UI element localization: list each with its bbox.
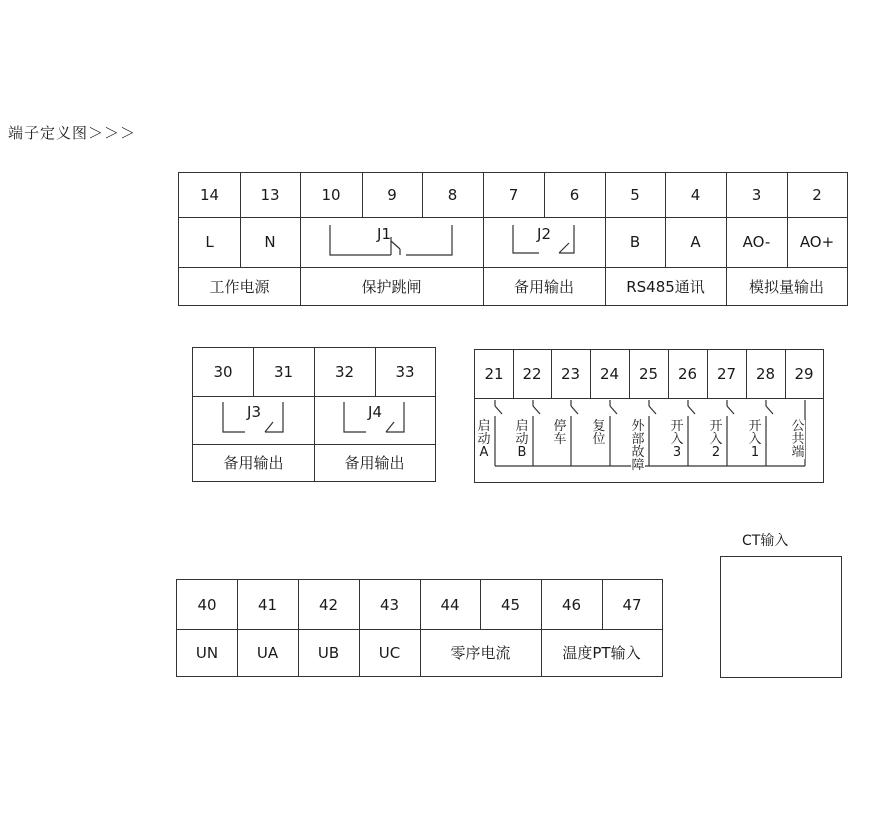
group-label: 保护跳闸 — [361, 277, 422, 296]
input-label: 停 车 — [553, 419, 567, 447]
signal-label: UB — [317, 643, 340, 662]
input-label: 复 位 — [592, 419, 606, 447]
terminal-number: 8 — [447, 186, 458, 204]
terminal-number: 21 — [484, 365, 504, 383]
relay-label: J2 — [537, 225, 551, 243]
group-label: 备用输出 — [344, 454, 405, 472]
signal-label: UN — [195, 643, 219, 662]
terminal-number: 31 — [273, 363, 294, 381]
ct-input-label: CT输入 — [742, 533, 789, 549]
terminal-number: 30 — [213, 363, 233, 381]
terminal-number: 47 — [622, 595, 642, 614]
terminal-number: 33 — [395, 363, 415, 381]
group-label: 备用输出 — [223, 454, 284, 472]
signal-label: B — [629, 233, 641, 251]
signal-label: 零序电流 — [450, 644, 511, 662]
input-label: 启 动 A — [477, 419, 491, 460]
terminal-block-relays — [192, 347, 436, 482]
group-label: 模拟量输出 — [748, 277, 824, 296]
input-label: 外 部 故 障 — [631, 419, 645, 473]
terminal-number: 44 — [440, 595, 460, 614]
signal-label: L — [205, 233, 214, 251]
relay-label: J4 — [368, 403, 382, 421]
relay-label: J3 — [247, 403, 261, 421]
terminal-number: 45 — [500, 595, 521, 614]
terminal-number: 25 — [638, 365, 659, 383]
terminal-number: 43 — [379, 595, 400, 614]
terminal-number: 5 — [630, 186, 640, 204]
terminal-number: 4 — [690, 186, 701, 204]
signal-label: UC — [378, 643, 401, 662]
terminal-block-inputs — [474, 349, 824, 483]
terminal-block-main — [178, 172, 848, 306]
terminal-number: 13 — [260, 186, 280, 204]
terminal-number: 28 — [755, 365, 776, 383]
group-label: 备用输出 — [513, 277, 574, 296]
terminal-block-measurement — [176, 579, 663, 677]
relay-label: J1 — [377, 225, 391, 243]
terminal-number: 27 — [716, 365, 737, 383]
terminal-number: 10 — [321, 186, 341, 204]
input-label: 公 共 端 — [791, 419, 805, 460]
terminal-number: 29 — [794, 365, 814, 383]
input-label: 开 入 3 — [670, 419, 684, 460]
terminal-number: 7 — [508, 186, 519, 204]
diagram-title: 端子定义图＞＞＞ — [8, 124, 137, 142]
terminal-number: 6 — [569, 186, 580, 204]
ct-input-box — [720, 556, 842, 678]
terminal-number: 14 — [199, 186, 220, 204]
signal-label: N — [264, 233, 276, 251]
terminal-number: 23 — [560, 365, 581, 383]
terminal-number: 40 — [197, 595, 217, 614]
terminal-number: 2 — [812, 186, 822, 204]
terminal-number: 22 — [522, 365, 542, 383]
terminal-number: 9 — [387, 186, 397, 204]
terminal-number: 41 — [257, 595, 278, 614]
signal-label: AO+ — [799, 233, 835, 251]
terminal-number: 42 — [318, 595, 339, 614]
terminal-number: 26 — [677, 365, 698, 383]
signal-label: UA — [256, 643, 279, 662]
signal-label: 温度PT输入 — [562, 644, 641, 662]
input-label: 启 动 B — [515, 419, 529, 460]
signal-label: A — [690, 233, 701, 251]
group-label: RS485通讯 — [626, 277, 705, 296]
input-label: 开 入 1 — [748, 419, 762, 460]
input-label: 开 入 2 — [709, 419, 723, 460]
terminal-number: 3 — [751, 186, 762, 204]
terminal-number: 32 — [334, 363, 355, 381]
terminal-number: 46 — [561, 595, 582, 614]
terminal-number: 24 — [599, 365, 620, 383]
signal-label: AO- — [742, 233, 771, 251]
group-label: 工作电源 — [209, 277, 270, 296]
